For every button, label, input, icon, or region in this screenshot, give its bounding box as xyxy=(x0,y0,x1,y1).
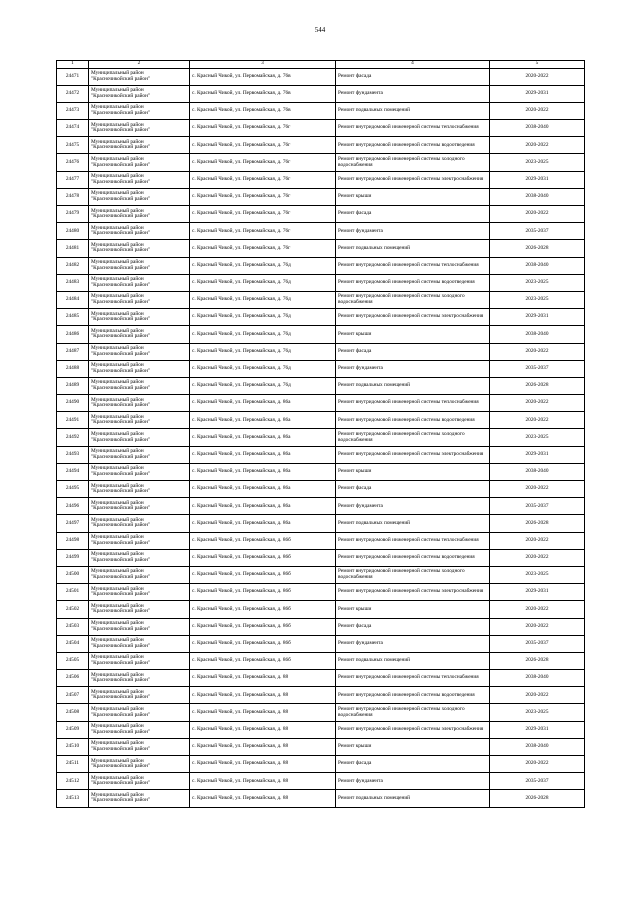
period-cell: 2035-2037 xyxy=(490,773,585,790)
municipality-cell: Муниципальный район "Красночикойский район" xyxy=(89,773,190,790)
period-cell: 2035-2037 xyxy=(490,360,585,377)
municipality-cell: Муниципальный район "Красночикойский район" xyxy=(89,498,190,515)
work-type-cell: Ремонт фундамента xyxy=(336,773,490,790)
header-row xyxy=(57,61,585,69)
municipality-cell: Муниципальный район "Красночикойский район" xyxy=(89,240,190,257)
row-number-cell: 24510 xyxy=(57,738,89,755)
municipality-cell: Муниципальный район "Красночикойский район" xyxy=(89,463,190,480)
table-row xyxy=(57,102,585,119)
address-cell: с. Красный Чикой, ул. Первомайская, д. 86а xyxy=(190,412,336,429)
address-cell: с. Красный Чикой, ул. Первомайская, д. 76д xyxy=(190,377,336,394)
table-row xyxy=(57,395,585,412)
municipality-cell: Муниципальный район "Красночикойский район" xyxy=(89,274,190,291)
address-cell: с. Красный Чикой, ул. Первомайская, д. 76д xyxy=(190,343,336,360)
work-type-cell: Ремонт подвальных помещений xyxy=(336,515,490,532)
municipality-cell: Муниципальный район "Красночикойский район" xyxy=(89,395,190,412)
address-cell: с. Красный Чикой, ул. Первомайская, д. 76в xyxy=(190,68,336,85)
address-cell: с. Красный Чикой, ул. Первомайская, д. 86а xyxy=(190,429,336,446)
municipality-cell: Муниципальный район "Красночикойский район" xyxy=(89,68,190,85)
municipality-cell: Муниципальный район "Красночикойский район" xyxy=(89,481,190,498)
row-number-cell: 24497 xyxy=(57,515,89,532)
period-cell: 2020-2022 xyxy=(490,68,585,85)
work-type-cell: Ремонт крыши xyxy=(336,463,490,480)
row-number-cell: 24513 xyxy=(57,790,89,807)
address-cell: с. Красный Чикой, ул. Первомайская, д. 76д xyxy=(190,257,336,274)
table-row xyxy=(57,601,585,618)
municipality-cell: Муниципальный район "Красночикойский район" xyxy=(89,670,190,687)
address-cell: с. Красный Чикой, ул. Первомайская, д. 88 xyxy=(190,687,336,704)
address-cell: с. Красный Чикой, ул. Первомайская, д. 86а xyxy=(190,395,336,412)
row-number-cell: 24488 xyxy=(57,360,89,377)
table-row xyxy=(57,188,585,205)
period-cell: 2023-2025 xyxy=(490,154,585,171)
address-cell: с. Красный Чикой, ул. Первомайская, д. 76г xyxy=(190,171,336,188)
row-number-cell: 24490 xyxy=(57,395,89,412)
period-cell: 2020-2022 xyxy=(490,137,585,154)
address-cell: с. Красный Чикой, ул. Первомайская, д. 86а xyxy=(190,498,336,515)
work-type-cell: Ремонт внутридомовой инженерной системы холодного водоснабжения xyxy=(336,291,490,308)
municipality-cell: Муниципальный район "Красночикойский район" xyxy=(89,291,190,308)
table-row xyxy=(57,154,585,171)
address-cell: с. Красный Чикой, ул. Первомайская, д. 76д xyxy=(190,309,336,326)
row-number-cell: 24511 xyxy=(57,756,89,773)
table-row xyxy=(57,274,585,291)
period-cell: 2020-2022 xyxy=(490,395,585,412)
period-cell: 2029-2031 xyxy=(490,309,585,326)
address-cell: с. Красный Чикой, ул. Первомайская, д. 86б xyxy=(190,549,336,566)
row-number-cell: 24489 xyxy=(57,377,89,394)
address-cell: с. Красный Чикой, ул. Первомайская, д. 76г xyxy=(190,137,336,154)
table-row xyxy=(57,360,585,377)
work-type-cell: Ремонт подвальных помещений xyxy=(336,377,490,394)
row-number-cell: 24501 xyxy=(57,584,89,601)
work-type-cell: Ремонт фасада xyxy=(336,481,490,498)
table-row xyxy=(57,326,585,343)
row-number-cell: 24494 xyxy=(57,463,89,480)
row-number-cell: 24500 xyxy=(57,566,89,583)
row-number-cell: 24509 xyxy=(57,721,89,738)
work-type-cell: Ремонт внутридомовой инженерной системы электроснабжения xyxy=(336,171,490,188)
period-cell: 2020-2022 xyxy=(490,756,585,773)
work-type-cell: Ремонт внутридомовой инженерной системы холодного водоснабжения xyxy=(336,566,490,583)
period-cell: 2020-2022 xyxy=(490,412,585,429)
table-row xyxy=(57,223,585,240)
work-type-cell: Ремонт подвальных помещений xyxy=(336,790,490,807)
row-number-cell: 24491 xyxy=(57,412,89,429)
municipality-cell: Муниципальный район "Красночикойский район" xyxy=(89,601,190,618)
period-cell: 2023-2025 xyxy=(490,291,585,308)
address-cell: с. Красный Чикой, ул. Первомайская, д. 76в xyxy=(190,102,336,119)
work-type-cell: Ремонт подвальных помещений xyxy=(336,102,490,119)
work-type-cell: Ремонт внутридомовой инженерной системы холодного водоснабжения xyxy=(336,154,490,171)
municipality-cell: Муниципальный район "Красночикойский район" xyxy=(89,635,190,652)
address-cell: с. Красный Чикой, ул. Первомайская, д. 86б xyxy=(190,584,336,601)
period-cell: 2029-2031 xyxy=(490,721,585,738)
work-type-cell: Ремонт фундамента xyxy=(336,498,490,515)
header-col-1: 1 xyxy=(57,61,89,69)
municipality-cell: Муниципальный район "Красночикойский район" xyxy=(89,85,190,102)
period-cell: 2038-2040 xyxy=(490,257,585,274)
municipality-cell: Муниципальный район "Красночикойский район" xyxy=(89,687,190,704)
address-cell: с. Красный Чикой, ул. Первомайская, д. 88 xyxy=(190,670,336,687)
table-row xyxy=(57,549,585,566)
work-type-cell: Ремонт фундамента xyxy=(336,635,490,652)
address-cell: с. Красный Чикой, ул. Первомайская, д. 76г xyxy=(190,154,336,171)
work-type-cell: Ремонт внутридомовой инженерной системы электроснабжения xyxy=(336,446,490,463)
period-cell: 2020-2022 xyxy=(490,481,585,498)
period-cell: 2026-2028 xyxy=(490,515,585,532)
address-cell: с. Красный Чикой, ул. Первомайская, д. 76г xyxy=(190,120,336,137)
row-number-cell: 24499 xyxy=(57,549,89,566)
work-type-cell: Ремонт внутридомовой инженерной системы водоотведения xyxy=(336,687,490,704)
period-cell: 2023-2025 xyxy=(490,704,585,721)
row-number-cell: 24486 xyxy=(57,326,89,343)
table-row xyxy=(57,257,585,274)
table-row xyxy=(57,532,585,549)
municipality-cell: Муниципальный район "Красночикойский район" xyxy=(89,532,190,549)
work-type-cell: Ремонт внутридомовой инженерной системы водоотведения xyxy=(336,549,490,566)
address-cell: с. Красный Чикой, ул. Первомайская, д. 76г xyxy=(190,223,336,240)
work-type-cell: Ремонт внутридомовой инженерной системы водоотведения xyxy=(336,274,490,291)
table-row xyxy=(57,85,585,102)
municipality-cell: Муниципальный район "Красночикойский район" xyxy=(89,343,190,360)
municipality-cell: Муниципальный район "Красночикойский район" xyxy=(89,704,190,721)
address-cell: с. Красный Чикой, ул. Первомайская, д. 76д xyxy=(190,291,336,308)
municipality-cell: Муниципальный район "Красночикойский район" xyxy=(89,257,190,274)
table-row xyxy=(57,68,585,85)
table-row xyxy=(57,687,585,704)
period-cell: 2020-2022 xyxy=(490,343,585,360)
period-cell: 2035-2037 xyxy=(490,635,585,652)
address-cell: с. Красный Чикой, ул. Первомайская, д. 86б xyxy=(190,652,336,669)
address-cell: с. Красный Чикой, ул. Первомайская, д. 76г xyxy=(190,240,336,257)
row-number-cell: 24504 xyxy=(57,635,89,652)
period-cell: 2023-2025 xyxy=(490,566,585,583)
municipality-cell: Муниципальный район "Красночикойский район" xyxy=(89,566,190,583)
address-cell: с. Красный Чикой, ул. Первомайская, д. 86б xyxy=(190,618,336,635)
work-type-cell: Ремонт внутридомовой инженерной системы теплоснабжения xyxy=(336,670,490,687)
period-cell: 2035-2037 xyxy=(490,223,585,240)
address-cell: с. Красный Чикой, ул. Первомайская, д. 88 xyxy=(190,790,336,807)
work-type-cell: Ремонт фасада xyxy=(336,206,490,223)
table-row xyxy=(57,240,585,257)
row-number-cell: 24487 xyxy=(57,343,89,360)
address-cell: с. Красный Чикой, ул. Первомайская, д. 88 xyxy=(190,704,336,721)
period-cell: 2038-2040 xyxy=(490,738,585,755)
work-type-cell: Ремонт фасада xyxy=(336,343,490,360)
period-cell: 2038-2040 xyxy=(490,188,585,205)
table-row xyxy=(57,291,585,308)
table-row xyxy=(57,584,585,601)
municipality-cell: Муниципальный район "Красночикойский район" xyxy=(89,171,190,188)
work-type-cell: Ремонт фасада xyxy=(336,618,490,635)
work-type-cell: Ремонт внутридомовой инженерной системы электроснабжения xyxy=(336,584,490,601)
period-cell: 2020-2022 xyxy=(490,532,585,549)
period-cell: 2029-2031 xyxy=(490,85,585,102)
row-number-cell: 24512 xyxy=(57,773,89,790)
work-type-cell: Ремонт крыши xyxy=(336,738,490,755)
municipality-cell: Муниципальный район "Красночикойский район" xyxy=(89,377,190,394)
municipality-cell: Муниципальный район "Красночикойский район" xyxy=(89,515,190,532)
row-number-cell: 24506 xyxy=(57,670,89,687)
work-type-cell: Ремонт внутридомовой инженерной системы теплоснабжения xyxy=(336,257,490,274)
address-cell: с. Красный Чикой, ул. Первомайская, д. 76г xyxy=(190,188,336,205)
address-cell: с. Красный Чикой, ул. Первомайская, д. 86а xyxy=(190,463,336,480)
work-type-cell: Ремонт внутридомовой инженерной системы теплоснабжения xyxy=(336,395,490,412)
row-number-cell: 24475 xyxy=(57,137,89,154)
row-number-cell: 24476 xyxy=(57,154,89,171)
header-col-4: 4 xyxy=(336,61,490,69)
work-type-cell: Ремонт внутридомовой инженерной системы теплоснабжения xyxy=(336,120,490,137)
row-number-cell: 24483 xyxy=(57,274,89,291)
work-type-cell: Ремонт внутридомовой инженерной системы электроснабжения xyxy=(336,721,490,738)
period-cell: 2020-2022 xyxy=(490,206,585,223)
period-cell: 2020-2022 xyxy=(490,618,585,635)
row-number-cell: 24493 xyxy=(57,446,89,463)
row-number-cell: 24508 xyxy=(57,704,89,721)
row-number-cell: 24502 xyxy=(57,601,89,618)
period-cell: 2029-2031 xyxy=(490,446,585,463)
table-row xyxy=(57,120,585,137)
municipality-cell: Муниципальный район "Красночикойский район" xyxy=(89,429,190,446)
table-row xyxy=(57,515,585,532)
table-row xyxy=(57,498,585,515)
municipality-cell: Муниципальный район "Красночикойский район" xyxy=(89,412,190,429)
period-cell: 2020-2022 xyxy=(490,601,585,618)
work-type-cell: Ремонт фасада xyxy=(336,756,490,773)
municipality-cell: Муниципальный район "Красночикойский район" xyxy=(89,223,190,240)
period-cell: 2038-2040 xyxy=(490,670,585,687)
address-cell: с. Красный Чикой, ул. Первомайская, д. 76д xyxy=(190,274,336,291)
row-number-cell: 24479 xyxy=(57,206,89,223)
work-type-cell: Ремонт внутридомовой инженерной системы холодного водоснабжения xyxy=(336,429,490,446)
period-cell: 2020-2022 xyxy=(490,549,585,566)
row-number-cell: 24496 xyxy=(57,498,89,515)
table-row xyxy=(57,756,585,773)
work-type-cell: Ремонт внутридомовой инженерной системы водоотведения xyxy=(336,137,490,154)
address-cell: с. Красный Чикой, ул. Первомайская, д. 86а xyxy=(190,481,336,498)
table-row xyxy=(57,721,585,738)
municipality-cell: Муниципальный район "Красночикойский район" xyxy=(89,618,190,635)
municipality-cell: Муниципальный район "Красночикойский район" xyxy=(89,721,190,738)
address-cell: с. Красный Чикой, ул. Первомайская, д. 88 xyxy=(190,738,336,755)
row-number-cell: 24495 xyxy=(57,481,89,498)
table-row xyxy=(57,652,585,669)
municipality-cell: Муниципальный район "Красночикойский район" xyxy=(89,309,190,326)
municipality-cell: Муниципальный район "Красночикойский район" xyxy=(89,188,190,205)
municipality-cell: Муниципальный район "Красночикойский район" xyxy=(89,790,190,807)
row-number-cell: 24474 xyxy=(57,120,89,137)
period-cell: 2026-2028 xyxy=(490,652,585,669)
address-cell: с. Красный Чикой, ул. Первомайская, д. 88 xyxy=(190,756,336,773)
address-cell: с. Красный Чикой, ул. Первомайская, д. 86а xyxy=(190,515,336,532)
table-row xyxy=(57,704,585,721)
address-cell: с. Красный Чикой, ул. Первомайская, д. 76г xyxy=(190,206,336,223)
address-cell: с. Красный Чикой, ул. Первомайская, д. 86б xyxy=(190,566,336,583)
period-cell: 2035-2037 xyxy=(490,498,585,515)
row-number-cell: 24480 xyxy=(57,223,89,240)
address-cell: с. Красный Чикой, ул. Первомайская, д. 88 xyxy=(190,721,336,738)
page-number: 544 xyxy=(314,26,326,34)
work-type-cell: Ремонт фундамента xyxy=(336,360,490,377)
period-cell: 2026-2028 xyxy=(490,240,585,257)
header-col-2: 2 xyxy=(89,61,190,69)
table-header xyxy=(57,61,585,69)
row-number-cell: 24472 xyxy=(57,85,89,102)
address-cell: с. Красный Чикой, ул. Первомайская, д. 76д xyxy=(190,326,336,343)
period-cell: 2026-2028 xyxy=(490,790,585,807)
table-row xyxy=(57,463,585,480)
table-row xyxy=(57,412,585,429)
work-type-cell: Ремонт внутридомовой инженерной системы холодного водоснабжения xyxy=(336,704,490,721)
period-cell: 2029-2031 xyxy=(490,584,585,601)
period-cell: 2020-2022 xyxy=(490,687,585,704)
period-cell: 2023-2025 xyxy=(490,429,585,446)
municipality-cell: Муниципальный район "Красночикойский район" xyxy=(89,738,190,755)
table-row xyxy=(57,377,585,394)
row-number-cell: 24484 xyxy=(57,291,89,308)
work-type-cell: Ремонт крыши xyxy=(336,188,490,205)
table-row xyxy=(57,429,585,446)
table-row xyxy=(57,566,585,583)
work-type-cell: Ремонт фундамента xyxy=(336,223,490,240)
row-number-cell: 24481 xyxy=(57,240,89,257)
table-row xyxy=(57,137,585,154)
row-number-cell: 24505 xyxy=(57,652,89,669)
table-row xyxy=(57,171,585,188)
period-cell: 2023-2025 xyxy=(490,274,585,291)
work-type-cell: Ремонт внутридомовой инженерной системы водоотведения xyxy=(336,412,490,429)
table-row xyxy=(57,343,585,360)
period-cell: 2038-2040 xyxy=(490,326,585,343)
row-number-cell: 24507 xyxy=(57,687,89,704)
municipality-cell: Муниципальный район "Красночикойский район" xyxy=(89,206,190,223)
period-cell: 2038-2040 xyxy=(490,463,585,480)
table-row xyxy=(57,773,585,790)
address-cell: с. Красный Чикой, ул. Первомайская, д. 86б xyxy=(190,532,336,549)
municipality-cell: Муниципальный район "Красночикойский район" xyxy=(89,756,190,773)
address-cell: с. Красный Чикой, ул. Первомайская, д. 86а xyxy=(190,446,336,463)
row-number-cell: 24498 xyxy=(57,532,89,549)
period-cell: 2020-2022 xyxy=(490,102,585,119)
municipality-cell: Муниципальный район "Красночикойский район" xyxy=(89,584,190,601)
table-row xyxy=(57,446,585,463)
table-row xyxy=(57,670,585,687)
header-col-5: 5 xyxy=(490,61,585,69)
work-type-cell: Ремонт крыши xyxy=(336,326,490,343)
header-col-3: 3 xyxy=(190,61,336,69)
row-number-cell: 24473 xyxy=(57,102,89,119)
repair-schedule-table xyxy=(56,60,585,808)
work-type-cell: Ремонт фундамента xyxy=(336,85,490,102)
municipality-cell: Муниципальный район "Красночикойский район" xyxy=(89,360,190,377)
municipality-cell: Муниципальный район "Красночикойский район" xyxy=(89,102,190,119)
table-row xyxy=(57,309,585,326)
table-row xyxy=(57,738,585,755)
table-row xyxy=(57,790,585,807)
row-number-cell: 24471 xyxy=(57,68,89,85)
municipality-cell: Муниципальный район "Красночикойский район" xyxy=(89,137,190,154)
work-type-cell: Ремонт подвальных помещений xyxy=(336,240,490,257)
municipality-cell: Муниципальный район "Красночикойский район" xyxy=(89,652,190,669)
municipality-cell: Муниципальный район "Красночикойский район" xyxy=(89,120,190,137)
table-row xyxy=(57,481,585,498)
municipality-cell: Муниципальный район "Красночикойский район" xyxy=(89,154,190,171)
address-cell: с. Красный Чикой, ул. Первомайская, д. 76в xyxy=(190,85,336,102)
work-type-cell: Ремонт внутридомовой инженерной системы электроснабжения xyxy=(336,309,490,326)
table-body xyxy=(57,68,585,807)
work-type-cell: Ремонт внутридомовой инженерной системы теплоснабжения xyxy=(336,532,490,549)
work-type-cell: Ремонт фасада xyxy=(336,68,490,85)
address-cell: с. Красный Чикой, ул. Первомайская, д. 88 xyxy=(190,773,336,790)
row-number-cell: 24478 xyxy=(57,188,89,205)
row-number-cell: 24482 xyxy=(57,257,89,274)
row-number-cell: 24477 xyxy=(57,171,89,188)
period-cell: 2026-2028 xyxy=(490,377,585,394)
address-cell: с. Красный Чикой, ул. Первомайская, д. 86б xyxy=(190,635,336,652)
row-number-cell: 24485 xyxy=(57,309,89,326)
work-type-cell: Ремонт крыши xyxy=(336,601,490,618)
table-row xyxy=(57,206,585,223)
row-number-cell: 24503 xyxy=(57,618,89,635)
work-type-cell: Ремонт подвальных помещений xyxy=(336,652,490,669)
table-row xyxy=(57,635,585,652)
municipality-cell: Муниципальный район "Красночикойский район" xyxy=(89,549,190,566)
period-cell: 2029-2031 xyxy=(490,171,585,188)
row-number-cell: 24492 xyxy=(57,429,89,446)
address-cell: с. Красный Чикой, ул. Первомайская, д. 76д xyxy=(190,360,336,377)
address-cell: с. Красный Чикой, ул. Первомайская, д. 86б xyxy=(190,601,336,618)
municipality-cell: Муниципальный район "Красночикойский район" xyxy=(89,446,190,463)
municipality-cell: Муниципальный район "Красночикойский район" xyxy=(89,326,190,343)
table-row xyxy=(57,618,585,635)
period-cell: 2038-2040 xyxy=(490,120,585,137)
